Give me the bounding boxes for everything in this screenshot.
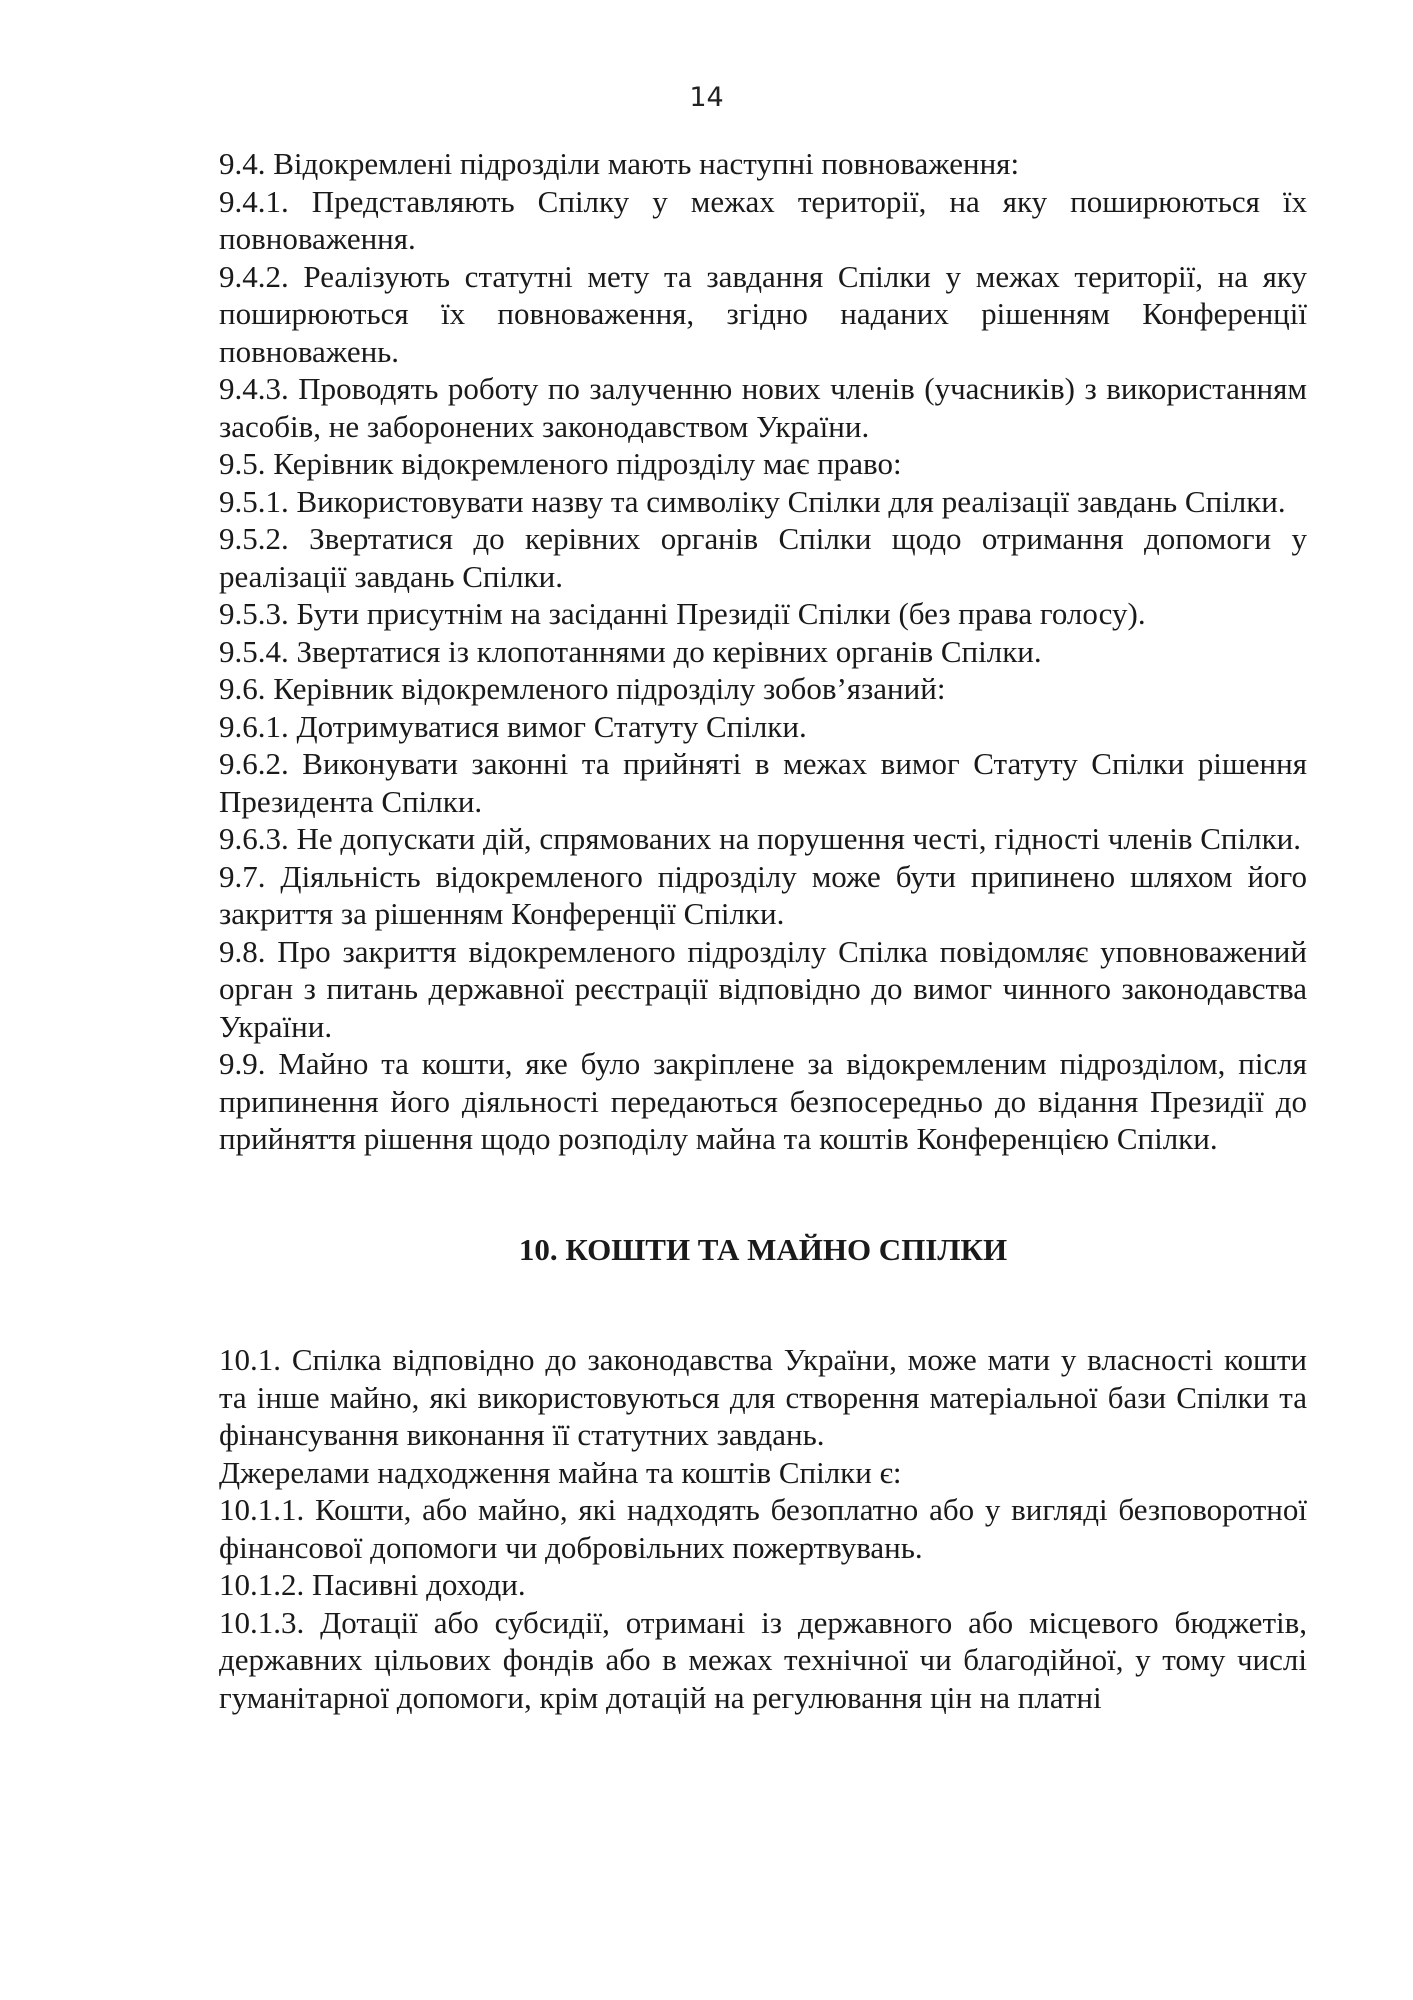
page-number: 14 [689, 82, 724, 113]
paragraph-9-5-3: 9.5.3. Бути присутнім на засіданні Президії Спілки (без права голосу). [219, 596, 1146, 631]
paragraph-10-1: 10.1. Спілка відповідно до законодавства України, може мати у власності кошти та інше майно, які використовуються для створення матеріальної бази Спілки та фінансування виконання її статутних завдань. [219, 1342, 1307, 1452]
paragraph-9-5: 9.5. Керівник відокремленого підрозділу має право: [219, 446, 902, 481]
paragraph-income-sources: Джерелами надходження майна та коштів Спілки є: [219, 1454, 902, 1490]
paragraph-9-5-1: 9.5.1. Використовувати назву та символіку Спілки для реалізації завдань Спілки. [219, 483, 1286, 519]
paragraph-9-4: 9.4. Відокремлені підрозділи мають наступні повноваження: [219, 146, 1020, 181]
paragraph-10-1-3: 10.1.3. Дотації або субсидії, отримані із державного або місцевого бюджетів, державних цільових фондів або в межах технічної чи благодійної, у тому числі гуманітарної допомоги, крім дотацій на регулювання цін на платні [219, 1604, 1307, 1715]
page-content [219, 145, 1307, 1716]
paragraph-10-1-1: 10.1.1. Кошти, або майно, які надходять безоплатно або у вигляді безповоротної фінансової допомоги чи добровільних пожертвувань. [219, 1492, 1307, 1565]
paragraph-9-6-3: 9.6.3. Не допускати дій, спрямованих на порушення честі, гідності членів Спілки. [219, 821, 1302, 856]
paragraph-10-1-2: 10.1.2. Пасивні доходи. [219, 1567, 526, 1602]
paragraph-9-7: 9.7. Діяльність відокремленого підрозділу може бути припинено шляхом його закриття за рішенням Конференції Спілки. [219, 858, 1307, 931]
paragraph-9-4-2: 9.4.2. Реалізують статутні мету та завдання Спілки у межах території, на яку поширюються їх повноваження, згідно наданих рішенням Конференції повноважень. [219, 258, 1307, 369]
paragraph-9-8: 9.8. Про закриття відокремленого підрозділу Спілка повідомляє уповноважений орган з питань державної реєстрації відповідно до вимог чинного законодавства України. [219, 933, 1307, 1044]
paragraph-9-9: 9.9. Майно та кошти, яке було закріплене за відокремленим підрозділом, після припинення його діяльності передаються безпосередньо до відання Президії до прийняття рішення щодо розподілу майна та коштів Конференцією Спілки. [219, 1046, 1307, 1156]
paragraph-9-4-1: 9.4.1. Представляють Спілку у межах території, на яку поширюються їх повноваження. [219, 183, 1307, 256]
paragraph-9-4-3: 9.4.3. Проводять роботу по залученню нових членів (учасників) з використанням засобів, не заборонених законодавством України. [219, 371, 1307, 444]
paragraph-9-6-1: 9.6.1. Дотримуватися вимог Статуту Спілки. [219, 708, 807, 744]
paragraph-9-6-2: 9.6.2. Виконувати законні та прийняті в межах вимог Статуту Спілки рішення Президента Спілки. [219, 746, 1307, 819]
paragraph-9-5-2: 9.5.2. Звертатися до керівних органів Спілки щодо отримання допомоги у реалізації завдань Спілки. [219, 521, 1307, 594]
section-heading: 10. КОШТИ ТА МАЙНО СПІЛКИ [518, 1231, 1008, 1267]
paragraph-9-5-4: 9.5.4. Звертатися із клопотаннями до керівних органів Спілки. [219, 633, 1042, 669]
paragraph-9-6: 9.6. Керівник відокремленого підрозділу зобов’язаний: [219, 671, 946, 706]
